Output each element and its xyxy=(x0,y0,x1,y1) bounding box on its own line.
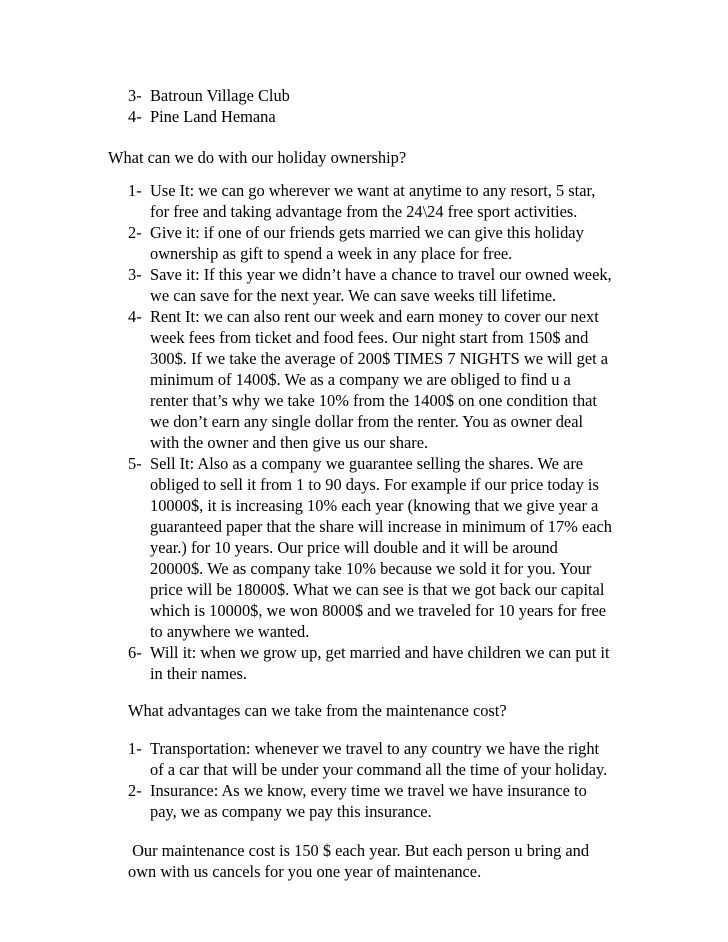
list-item-line: guaranteed paper that the share will increase in minimum of 17% each xyxy=(150,517,612,536)
list-number: 1- xyxy=(128,181,142,200)
list-item-line: 20000$. We as company take 10% because we sold it for you. Your xyxy=(150,559,592,578)
list-item-line: we can save for the next year. We can save weeks till lifetime. xyxy=(150,286,557,305)
list-item-line: price will be 18000$. What we can see is that we got back our capital xyxy=(150,580,605,599)
closing-paragraph-line: Our maintenance cost is 150 $ each year. But each person u bring and xyxy=(128,841,590,860)
list-number: 4- xyxy=(128,107,142,126)
list-item-text: Batroun Village Club xyxy=(150,86,290,105)
list-item-line: we don’t earn any single dollar from the renter. You as owner deal xyxy=(150,412,584,431)
list-number: 5- xyxy=(128,454,142,473)
list-item-line: to anywhere we wanted. xyxy=(150,622,310,641)
list-item-line: obliged to sell it from 1 to 90 days. For example if our price today is xyxy=(150,475,599,494)
list-item-line: in their names. xyxy=(150,664,247,683)
list-item-line: Give it: if one of our friends gets married we can give this holiday xyxy=(150,223,584,242)
list-item-line: week fees from ticket and food fees. Our night start from 150$ and xyxy=(150,328,589,347)
list-item-line: Save it: If this year we didn’t have a chance to travel our owned week, xyxy=(150,265,612,284)
list-item-line: pay, we as company we pay this insurance. xyxy=(150,802,432,821)
section-heading: What advantages can we take from the maintenance cost? xyxy=(128,701,507,720)
list-item-line: Use It: we can go wherever we want at anytime to any resort, 5 star, xyxy=(150,181,596,200)
list-item-line: Transportation: whenever we travel to any country we have the right xyxy=(150,739,600,758)
list-number: 4- xyxy=(128,307,142,326)
list-item-line: for free and taking advantage from the 24\24 free sport activities. xyxy=(150,202,578,221)
list-item-line: which is 10000$, we won 8000$ and we traveled for 10 years for free xyxy=(150,601,607,620)
list-item-line: Will it: when we grow up, get married and have children we can put it xyxy=(150,643,610,662)
list-item-line: with the owner and then give us our share. xyxy=(150,433,429,452)
list-item-line: Rent It: we can also rent our week and earn money to cover our next xyxy=(150,307,599,326)
list-number: 1- xyxy=(128,739,142,758)
list-item-line: 300$. If we take the average of 200$ TIMES 7 NIGHTS we will get a xyxy=(150,349,609,368)
list-number: 3- xyxy=(128,265,142,284)
list-item-line: 10000$, it is increasing 10% each year (knowing that we give year a xyxy=(150,496,599,515)
closing-paragraph-line: own with us cancels for you one year of maintenance. xyxy=(128,862,482,881)
list-item-line: Sell It: Also as a company we guarantee selling the shares. We are xyxy=(150,454,584,473)
section-heading: What can we do with our holiday ownership? xyxy=(108,148,407,167)
list-item-line: ownership as gift to spend a week in any place for free. xyxy=(150,244,513,263)
list-number: 2- xyxy=(128,781,142,800)
list-item-line: minimum of 1400$. We as a company we are obliged to find u a xyxy=(150,370,571,389)
list-item-line: Insurance: As we know, every time we travel we have insurance to xyxy=(150,781,587,800)
list-item-text: Pine Land Hemana xyxy=(150,107,276,126)
list-item-line: renter that’s why we take 10% from the 1400$ on one condition that xyxy=(150,391,597,410)
list-item-line: year.) for 10 years. Our price will double and it will be around xyxy=(150,538,558,557)
list-number: 6- xyxy=(128,643,142,662)
list-number: 2- xyxy=(128,223,142,242)
list-item-line: of a car that will be under your command all the time of your holiday. xyxy=(150,760,608,779)
list-number: 3- xyxy=(128,86,142,105)
